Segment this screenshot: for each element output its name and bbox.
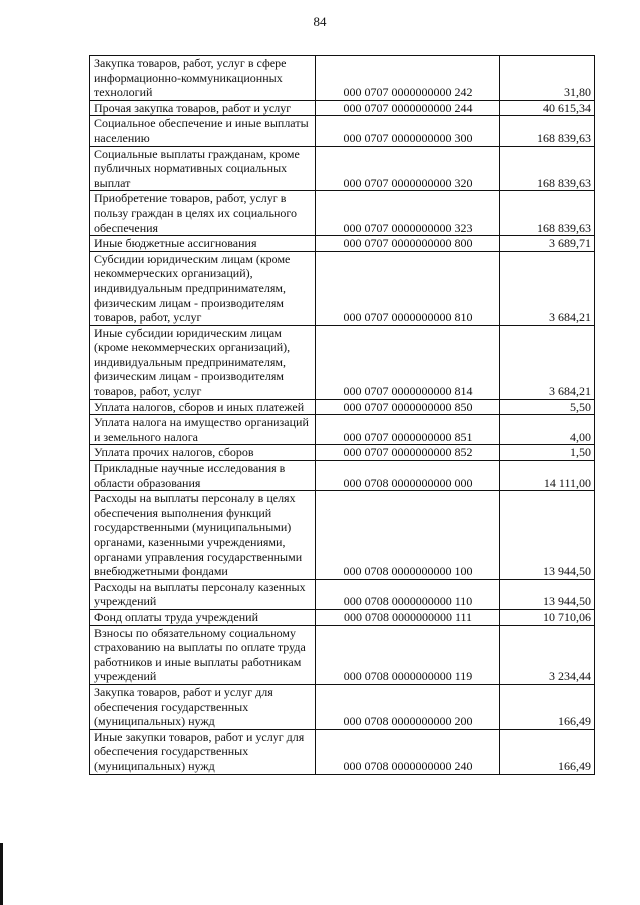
row-code: 000 0707 0000000000 320 [316,146,500,191]
table-row [90,146,595,191]
table-row [90,461,595,491]
row-name: Закупка товаров, работ, услуг в сфере информационно-коммуникационных технологий [90,56,316,101]
table-row [90,56,595,101]
table-row [90,684,595,729]
table-row [90,445,595,461]
table-row [90,625,595,684]
table-row [90,399,595,415]
row-sum: 13 944,50 [500,491,595,580]
row-name: Фонд оплаты труда учреждений [90,609,316,625]
row-name: Социальное обеспечение и иные выплаты населению [90,116,316,146]
table-row [90,491,595,580]
row-sum: 3 684,21 [500,325,595,399]
table-row [90,415,595,445]
row-name: Прочая закупка товаров, работ и услуг [90,100,316,116]
row-sum: 4,00 [500,415,595,445]
row-sum: 13 944,50 [500,579,595,609]
row-sum: 40 615,34 [500,100,595,116]
table-row [90,579,595,609]
row-sum: 14 111,00 [500,461,595,491]
table-row [90,251,595,325]
row-name: Взносы по обязательному социальному страхованию на выплаты по оплате труда работников и иные выплаты работникам учреждений [90,625,316,684]
row-sum: 168 839,63 [500,116,595,146]
row-code: 000 0708 0000000000 119 [316,625,500,684]
row-name: Уплата прочих налогов, сборов [90,445,316,461]
row-code: 000 0708 0000000000 111 [316,609,500,625]
row-name: Социальные выплаты гражданам, кроме публичных нормативных социальных выплат [90,146,316,191]
row-sum: 166,49 [500,684,595,729]
row-name: Уплата налогов, сборов и иных платежей [90,399,316,415]
row-name: Приобретение товаров, работ, услуг в пользу граждан в целях их социального обеспечения [90,191,316,236]
row-sum: 168 839,63 [500,191,595,236]
table-row [90,191,595,236]
budget-table [89,55,595,775]
row-code: 000 0708 0000000000 110 [316,579,500,609]
table-row [90,609,595,625]
row-sum: 3 234,44 [500,625,595,684]
row-sum: 10 710,06 [500,609,595,625]
row-code: 000 0708 0000000000 240 [316,729,500,774]
row-code: 000 0707 0000000000 323 [316,191,500,236]
row-code: 000 0707 0000000000 850 [316,399,500,415]
table-row [90,729,595,774]
row-code: 000 0708 0000000000 100 [316,491,500,580]
row-code: 000 0707 0000000000 244 [316,100,500,116]
row-name: Иные субсидии юридическим лицам (кроме некоммерческих организаций), индивидуальным предпринимателям, физическим лицам - производителям товаров, работ, услуг [90,325,316,399]
row-code: 000 0707 0000000000 810 [316,251,500,325]
row-code: 000 0707 0000000000 242 [316,56,500,101]
row-name: Иные бюджетные ассигнования [90,236,316,252]
row-sum: 31,80 [500,56,595,101]
row-code: 000 0707 0000000000 300 [316,116,500,146]
row-name: Расходы на выплаты персоналу в целях обеспечения выполнения функций государственными (муниципальными) органами, казенными учреждениями, органами управления государственными внебюджетными фондами [90,491,316,580]
row-name: Субсидии юридическим лицам (кроме некоммерческих организаций), индивидуальным предпринимателям, физическим лицам - производителям товаров, работ, услуг [90,251,316,325]
row-name: Иные закупки товаров, работ и услуг для обеспечения государственных (муниципальных) нужд [90,729,316,774]
row-sum: 5,50 [500,399,595,415]
table-row [90,100,595,116]
row-code: 000 0708 0000000000 000 [316,461,500,491]
table-row [90,325,595,399]
row-name: Расходы на выплаты персоналу казенных учреждений [90,579,316,609]
row-name: Прикладные научные исследования в области образования [90,461,316,491]
row-code: 000 0707 0000000000 800 [316,236,500,252]
page-number: 84 [313,14,327,29]
row-sum: 166,49 [500,729,595,774]
row-code: 000 0707 0000000000 814 [316,325,500,399]
table-row [90,116,595,146]
table-row [90,236,595,252]
row-name: Уплата налога на имущество организаций и земельного налога [90,415,316,445]
scan-edge-mark [0,843,3,905]
row-code: 000 0708 0000000000 200 [316,684,500,729]
row-name: Закупка товаров, работ и услуг для обеспечения государственных (муниципальных) нужд [90,684,316,729]
row-code: 000 0707 0000000000 851 [316,415,500,445]
row-sum: 168 839,63 [500,146,595,191]
row-code: 000 0707 0000000000 852 [316,445,500,461]
row-sum: 1,50 [500,445,595,461]
row-sum: 3 684,21 [500,251,595,325]
row-sum: 3 689,71 [500,236,595,252]
